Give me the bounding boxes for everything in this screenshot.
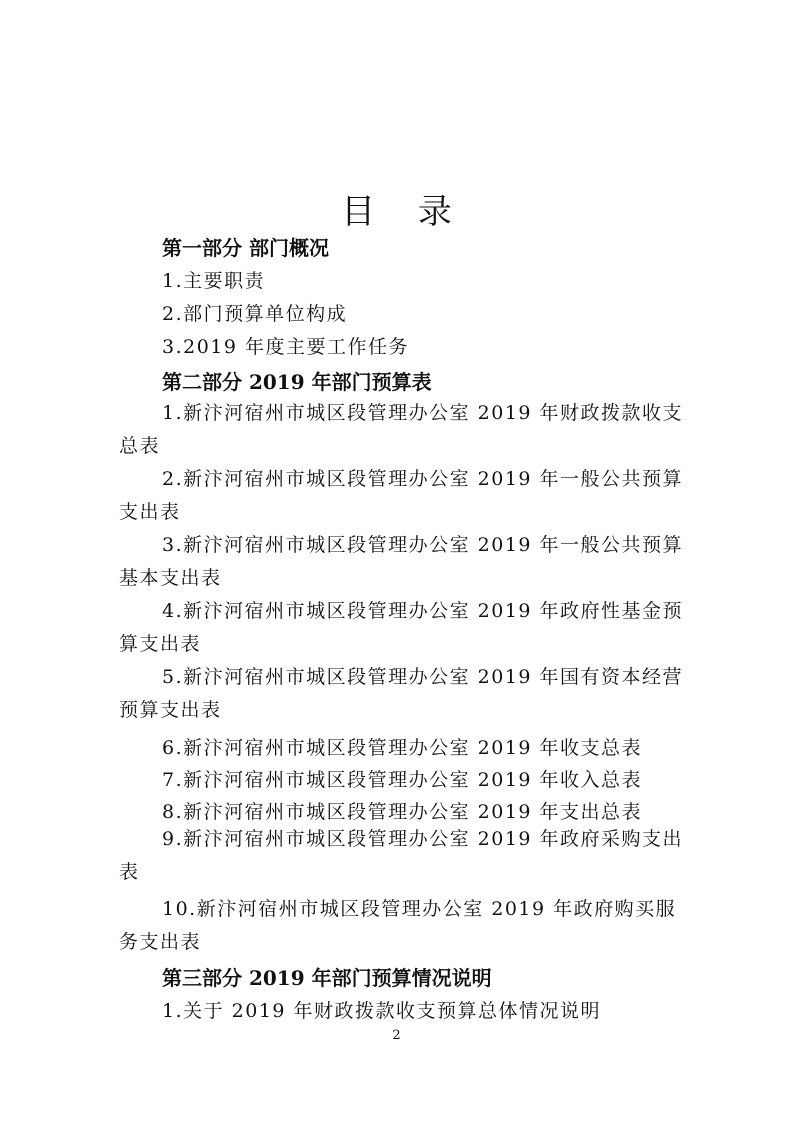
part2-item-4: 4.新汴河宿州市城区段管理办公室 2019 年政府性基金预算支出表: [119, 600, 684, 655]
part1-heading: 第一部分 部门概况: [162, 236, 329, 260]
part2-item-5: 5.新汴河宿州市城区段管理办公室 2019 年国有资本经营预算支出表: [119, 666, 684, 721]
part3-heading: 第三部分 2019 年部门预算情况说明: [162, 966, 492, 990]
part2-item-9: 9.新汴河宿州市城区段管理办公室 2019 年政府采购支出表: [119, 828, 684, 883]
page-number: 2: [392, 1028, 401, 1043]
part2-item-7: 7.新汴河宿州市城区段管理办公室 2019 年收入总表: [162, 769, 643, 791]
part2-item-3: 3.新汴河宿州市城区段管理办公室 2019 年一般公共预算基本支出表: [119, 534, 684, 589]
part2-item-2: 2.新汴河宿州市城区段管理办公室 2019 年一般公共预算支出表: [119, 468, 684, 523]
part1-item-1: 1.主要职责: [162, 270, 266, 292]
part2-item-1: 1.新汴河宿州市城区段管理办公室 2019 年财政拨款收支总表: [119, 402, 684, 457]
part2-item-8: 8.新汴河宿州市城区段管理办公室 2019 年支出总表: [162, 801, 643, 823]
page-title: 目 录: [341, 192, 468, 232]
part1-item-3: 3.2019 年度主要工作任务: [162, 336, 410, 358]
part2-item-10: 10.新汴河宿州市城区段管理办公室 2019 年政府购买服务支出表: [119, 898, 677, 953]
part2-item-6: 6.新汴河宿州市城区段管理办公室 2019 年收支总表: [162, 737, 643, 759]
part2-heading: 第二部分 2019 年部门预算表: [162, 370, 432, 394]
part3-item-1: 1.关于 2019 年财政拨款收支预算总体情况说明: [162, 1000, 602, 1022]
part1-item-2: 2.部门预算单位构成: [162, 303, 348, 325]
